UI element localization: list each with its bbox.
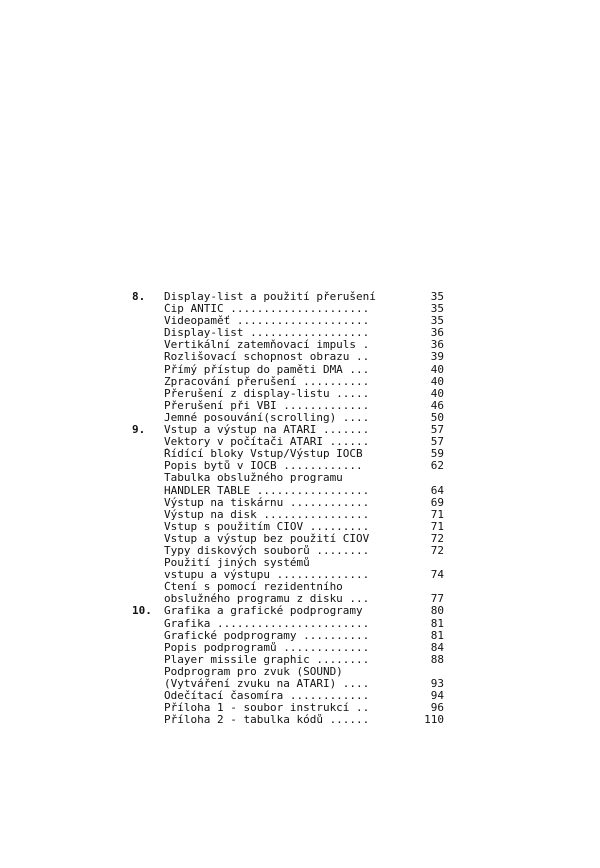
page-number: 74 (430, 568, 444, 582)
page-number: 57 (430, 423, 444, 437)
toc-entry (132, 545, 444, 557)
page-number: 40 (430, 374, 444, 388)
entry-title: Popis bytů v IOCB ............ (164, 460, 363, 473)
page-number: 72 (430, 531, 444, 545)
entry-title: Čtení s pomocí rezidentního (164, 581, 343, 594)
chapter-number: 8. (132, 290, 146, 303)
toc-entry (132, 557, 444, 569)
entry-title: Příloha 1 - soubor instrukcí .. (164, 702, 370, 715)
entry-title: Řídící bloky Vstup/Výstup IOCB (164, 448, 363, 461)
toc-entry (132, 424, 444, 436)
table-of-contents (132, 291, 444, 726)
page-number: 110 (424, 713, 444, 727)
toc-entry (132, 460, 444, 472)
toc-entry (132, 581, 444, 593)
toc-entry (132, 388, 444, 400)
entry-title: Vstup a výstup bez použití CIOV (164, 532, 370, 545)
page-number: 93 (430, 677, 444, 690)
toc-entry (132, 412, 444, 424)
toc-entry (132, 364, 444, 376)
entry-title: Přerušení z display-listu ..... (164, 387, 370, 400)
page-number: 62 (430, 459, 444, 473)
toc-entry (132, 533, 444, 545)
toc-entry (132, 485, 444, 497)
toc-entry (132, 605, 444, 617)
chapter-number: 10. (132, 604, 152, 618)
toc-entry (132, 618, 444, 630)
toc-entry (132, 472, 444, 484)
toc-entry (132, 642, 444, 654)
toc-entry (132, 702, 444, 714)
toc-entry (132, 436, 444, 448)
entry-title: Typy diskových souborů ........ (164, 544, 370, 557)
toc-entry (132, 714, 444, 726)
entry-title: Čip ANTIC ..................... (164, 303, 370, 316)
page-number: 57 (430, 435, 444, 449)
entry-title: obslužného programu z disku ... (164, 593, 370, 606)
entry-title: Videopaměť .................... (164, 315, 370, 328)
entry-title: Grafika ....................... (164, 617, 370, 630)
page-number: 88 (430, 652, 444, 666)
page-number: 77 (430, 592, 444, 606)
entry-title: Popis podprogramů ............. (164, 641, 370, 654)
toc-entry (132, 521, 444, 533)
entry-title: Příloha 2 - tabulka kódů ...... (164, 714, 370, 727)
page-number: 84 (430, 640, 444, 654)
page-number: 39 (430, 350, 444, 364)
entry-title: Vertikální zatemňovací impuls . (164, 339, 370, 352)
page-number: 69 (430, 495, 444, 509)
page-number: 35 (430, 290, 444, 303)
page-number: 72 (430, 543, 444, 557)
page-number: 50 (430, 410, 444, 424)
page-number: 36 (430, 338, 444, 352)
page-number: 40 (430, 386, 444, 400)
toc-entry (132, 315, 444, 327)
toc-entry (132, 593, 444, 605)
entry-title: Player missile graphic ........ (164, 653, 370, 666)
toc-entry (132, 690, 444, 702)
chapter-number: 9. (132, 423, 146, 437)
entry-title: Vstup a výstup na ATARI ....... (164, 424, 370, 437)
entry-title: vstupu a výstupu .............. (164, 569, 370, 582)
toc-entry (132, 291, 444, 303)
entry-title: Odečítací časomíra ............ (164, 690, 370, 703)
entry-title: Tabulka obslužného programu (164, 472, 343, 485)
page-number: 71 (430, 519, 444, 533)
page-number: 40 (430, 362, 444, 376)
page-number: 46 (430, 398, 444, 412)
page-number: 36 (430, 326, 444, 340)
entry-title: Grafika a grafické podprogramy (164, 605, 363, 618)
toc-entry (132, 666, 444, 678)
toc-entry (132, 351, 444, 363)
entry-title: Grafické podprogramy .......... (164, 629, 370, 642)
toc-entry (132, 448, 444, 460)
entry-title: Vstup s použitím CIOV ......... (164, 520, 370, 533)
entry-title: Podprogram pro zvuk (SOUND) (164, 665, 343, 678)
entry-title: HANDLER TABLE ................. (164, 484, 370, 497)
entry-title: Výstup na disk ................ (164, 508, 370, 521)
page-number: 96 (430, 701, 444, 715)
toc-entry (132, 376, 444, 388)
toc-entry (132, 400, 444, 412)
entry-title: Vektory v počítači ATARI ...... (164, 436, 370, 449)
page-number: 71 (430, 507, 444, 521)
page-number: 80 (430, 604, 444, 618)
page-number: 64 (430, 483, 444, 497)
entry-title: (Vytváření zvuku na ATARI) .... (164, 678, 370, 690)
page-number: 35 (430, 314, 444, 328)
toc-entry (132, 678, 444, 690)
toc-entry (132, 327, 444, 339)
entry-title: Zpracování přerušení .......... (164, 375, 370, 388)
toc-entry (132, 569, 444, 581)
toc-entry (132, 497, 444, 509)
toc-entry (132, 303, 444, 315)
entry-title: Přerušení při VBI ............. (164, 399, 370, 412)
page-number: 59 (430, 447, 444, 461)
page-number: 94 (430, 689, 444, 703)
toc-entry (132, 654, 444, 666)
toc-entry (132, 630, 444, 642)
page-number: 81 (430, 628, 444, 642)
entry-title: Jemné posouvání(scrolling) .... (164, 411, 370, 424)
page-number: 35 (430, 302, 444, 316)
page-number: 81 (430, 616, 444, 630)
entry-title: Použití jiných systémů (164, 557, 310, 570)
entry-title: Display-list .................. (164, 327, 370, 340)
toc-entry (132, 339, 444, 351)
toc-entry (132, 509, 444, 521)
entry-title: Display-list a použití přerušení (164, 291, 376, 303)
entry-title: Přímý přístup do paměti DMA ... (164, 363, 370, 376)
entry-title: Výstup na tiskárnu ............ (164, 496, 370, 509)
entry-title: Rozlišovací schopnost obrazu .. (164, 351, 370, 364)
